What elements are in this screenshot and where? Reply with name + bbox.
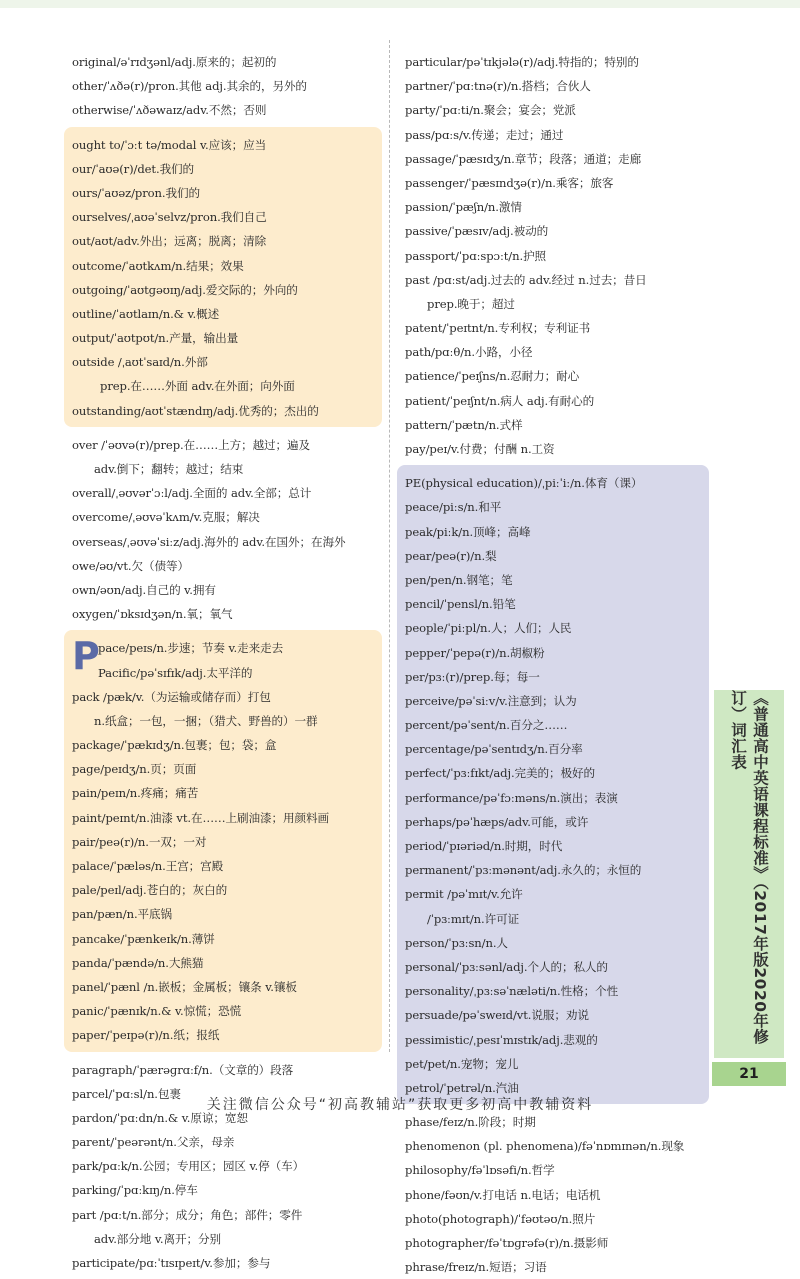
- footer-note: 关注微信公众号“初高教辅站”获取更多初高中教辅资料: [206, 1097, 594, 1113]
- sidebar-title: 《普通高中英语课程标准》（2017年版2020年修订）词汇表: [729, 690, 769, 1045]
- vocab-entry: pepper/ˈpepə(r)/n.胡椒粉: [405, 645, 545, 660]
- vocab-entry: participate/pɑːˈtɪsɪpeɪt/v.参加；参与: [72, 1256, 271, 1270]
- vocab-entry: phone/fəʊn/v.打电话 n.电话；电话机: [405, 1187, 601, 1202]
- vocab-entry: permit /pəˈmɪt/v.允许: [405, 887, 523, 902]
- vocab-entry: patient/ˈpeɪʃnt/n.病人 adj.有耐心的: [405, 393, 595, 408]
- vocab-entry: outstanding/aʊtˈstændɪŋ/adj.优秀的；杰出的: [72, 403, 319, 418]
- left-column: [72, 50, 378, 1275]
- page-number: 21: [712, 1062, 786, 1086]
- vocab-entry: our/ˈaʊə(r)/det.我们的: [72, 161, 195, 176]
- lavender-group-pe: [397, 465, 709, 1104]
- vocab-entry: pace/peɪs/n.步速；节奏 v.走来走去: [98, 641, 284, 656]
- top-band: [0, 0, 800, 8]
- big-letter-p: P: [72, 634, 100, 679]
- vocab-entry: output/ˈaʊtpʊt/n.产量，输出量: [72, 331, 239, 346]
- vocab-entry: adv.部分地 v.离开；分别: [94, 1231, 221, 1246]
- vocab-entry: outside /ˌaʊtˈsaɪd/n.外部: [72, 355, 208, 370]
- vocab-entry: photographer/fəˈtɒɡrəfə(r)/n.摄影师: [405, 1236, 609, 1250]
- vocab-entry: ourselves/ˌaʊəˈselvz/pron.我们自己: [72, 210, 267, 225]
- vocab-entry: outline/ˈaʊtlaɪn/n.& v.概述: [72, 306, 220, 321]
- vocab-entry: part /pɑːt/n.部分；成分；角色；部件；零件: [72, 1207, 303, 1222]
- vocab-entry: ours/ˈaʊəz/pron.我们的: [72, 185, 200, 200]
- vocab-entry: original/əˈrɪdʒənl/adj.原来的；起初的: [72, 55, 277, 69]
- orange-group-ou: [64, 127, 382, 427]
- vocab-entry: pain/peɪn/n.疼痛；痛苦: [72, 786, 199, 801]
- right-pre-entries: [405, 50, 705, 461]
- orange-group-pa-entries: [72, 636, 374, 1047]
- vocab-entry: passion/ˈpæʃn/n.激情: [405, 200, 522, 215]
- vocab-entry: partner/ˈpɑːtnə(r)/n.搭档；合伙人: [405, 79, 591, 94]
- left-pre-entries: [72, 50, 378, 123]
- vocab-entry: otherwise/ˈʌðəwaɪz/adv.不然；否则: [72, 103, 267, 118]
- vocab-entry: passenger/ˈpæsɪndʒə(r)/n.乘客；旅客: [405, 175, 614, 190]
- vocab-entry: overcome/ˌəʊvəˈkʌm/v.克服；解决: [72, 510, 260, 525]
- vocab-entry: owe/əʊ/vt.欠（债等）: [72, 558, 189, 573]
- vocab-entry: other/ˈʌðə(r)/pron.其他 adj.其余的，另外的: [72, 79, 307, 94]
- vocab-entry: pear/peə(r)/n.梨: [405, 548, 497, 563]
- vocab-entry: philosophy/fəˈlɒsəfi/n.哲学: [405, 1163, 555, 1178]
- vocab-entry: phase/feɪz/n.阶段；时期: [405, 1115, 536, 1130]
- vocab-entry: performance/pəˈfɔːməns/n.演出；表演: [405, 790, 618, 805]
- vocab-entry: passport/ˈpɑːspɔːt/n.护照: [405, 248, 547, 263]
- vocab-entry: overseas/ˌəʊvəˈsiːz/adj.海外的 adv.在国外；在海外: [72, 534, 346, 549]
- vocab-entry: peace/piːs/n.和平: [405, 500, 502, 515]
- vocab-entry: passage/ˈpæsɪdʒ/n.章节；段落；通道；走廊: [405, 151, 642, 166]
- vocab-entry: period/ˈpɪəriəd/n.时期，时代: [405, 839, 563, 853]
- vocab-entry: pencil/ˈpensl/n.铅笔: [405, 597, 516, 612]
- vocab-entry: parent/ˈpeərənt/n.父亲，母亲: [72, 1135, 235, 1150]
- vocab-entry: pardon/ˈpɑːdn/n.& v.原谅；宽恕: [72, 1110, 248, 1125]
- vocab-entry: particular/pəˈtɪkjələ(r)/adj.特指的；特别的: [405, 55, 639, 69]
- vocab-entry: PE(physical education)/ˌpiːˈiː/n.体育（课）: [405, 476, 643, 491]
- vocab-entry: perhaps/pəˈhæps/adv.可能，或许: [405, 814, 589, 829]
- vocab-entry: pattern/ˈpætn/n.式样: [405, 417, 523, 432]
- vocab-entry: phrase/freɪz/n.短语；习语: [405, 1260, 547, 1275]
- vocab-entry: palace/ˈpæləs/n.王宫；宫殿: [72, 859, 224, 873]
- vocab-entry: panel/ˈpænl /n.嵌板；金属板；镶条 v.镶板: [72, 979, 297, 994]
- vocab-entry: patience/ˈpeɪʃns/n.忍耐力；耐心: [405, 369, 580, 384]
- vocab-entry: parcel/ˈpɑːsl/n.包裹: [72, 1086, 181, 1101]
- orange-group-pa: [64, 630, 382, 1051]
- vocab-entry: park/pɑːk/n.公园；专用区；园区 v.停（车）: [72, 1159, 305, 1174]
- vocab-entry: personal/ˈpɜːsənl/adj.个人的；私人的: [405, 959, 608, 974]
- right-post-entries: [405, 1110, 705, 1279]
- vocab-entry: path/pɑːθ/n.小路，小径: [405, 345, 533, 360]
- vocab-entry: people/ˈpiːpl/n.人；人们；人民: [405, 621, 572, 636]
- vocab-entry: prep.晚于；超过: [427, 296, 515, 311]
- vocab-entry: prep.在……外面 adv.在外面；向外面: [100, 379, 295, 394]
- vocab-entry: outgoing/ˈaʊtɡəʊɪŋ/adj.爱交际的；外向的: [72, 282, 298, 297]
- vocab-entry: pancake/ˈpænkeɪk/n.薄饼: [72, 931, 215, 946]
- vocab-entry: percent/pəˈsent/n.百分之……: [405, 718, 568, 733]
- vocab-entry: pale/peɪl/adj.苍白的；灰白的: [72, 883, 228, 898]
- vocab-entry: pass/pɑːs/v.传递；走过；通过: [405, 127, 564, 142]
- left-mid-entries: [72, 433, 378, 627]
- vocab-entry: panda/ˈpændə/n.大熊猫: [72, 955, 204, 970]
- vocab-entry: per/pɜː(r)/prep.每；每一: [405, 669, 540, 684]
- vocab-entry: paper/ˈpeɪpə(r)/n.纸；报纸: [72, 1028, 220, 1043]
- vocab-entry: pen/pen/n.钢笔；笔: [405, 572, 513, 587]
- vocab-entry: /ˈpɜːmɪt/n.许可证: [427, 911, 520, 926]
- vocab-entry: permanent/ˈpɜːmənənt/adj.永久的；永恒的: [405, 863, 642, 878]
- vocab-entry: paint/peɪnt/n.油漆 vt.在……上刷油漆；用颜料画: [72, 810, 329, 825]
- vocab-entry: pet/pet/n.宠物；宠儿: [405, 1056, 519, 1071]
- vocab-entry: photo(photograph)/ˈfəʊtəʊ/n.照片: [405, 1211, 596, 1226]
- vocab-entry: percentage/pəˈsentɪdʒ/n.百分率: [405, 742, 583, 757]
- vocab-entry: ought to/ˈɔːt tə/modal v.应该；应当: [72, 137, 267, 152]
- vocab-entry: adv.倒下；翻转；越过；结束: [94, 462, 244, 476]
- vocab-entry: petrol/ˈpetrəl/n.汽油: [405, 1080, 519, 1095]
- vocab-entry: paragraph/ˈpærəɡrɑːf/n.（文章的）段落: [72, 1062, 294, 1077]
- vocab-entry: passive/ˈpæsɪv/adj.被动的: [405, 224, 549, 239]
- vocab-entry: party/ˈpɑːti/n.聚会；宴会；党派: [405, 103, 576, 118]
- left-post-entries: [72, 1058, 378, 1276]
- vocab-entry: parking/ˈpɑːkɪŋ/n.停车: [72, 1183, 198, 1198]
- vocab-entry: out/aʊt/adv.外出；远离；脱离；清除: [72, 234, 267, 249]
- column-divider: [389, 40, 390, 1052]
- vocab-entry: persuade/pəˈsweɪd/vt.说服；劝说: [405, 1008, 589, 1023]
- vocab-entry: package/ˈpækɪdʒ/n.包裹；包；袋；盒: [72, 738, 277, 753]
- vocab-entry: oxygen/ˈɒksɪdʒən/n.氧；氧气: [72, 607, 233, 622]
- vocab-entry: phenomenon (pl. phenomena)/fəˈnɒmɪnən/n.现象: [405, 1139, 685, 1154]
- vocab-entry: Pacific/pəˈsɪfɪk/adj.太平洋的: [98, 665, 253, 680]
- vocab-entry: over /ˈəʊvə(r)/prep.在……上方；越过；遍及: [72, 437, 311, 452]
- vocab-entry: pessimistic/ˌpesɪˈmɪstɪk/adj.悲观的: [405, 1032, 598, 1047]
- vocab-entry: past /pɑːst/adj.过去的 adv.经过 n.过去；昔日: [405, 272, 647, 287]
- vocab-entry: pack /pæk/v.（为运输或储存而）打包: [72, 689, 271, 704]
- vocab-entry: own/əʊn/adj.自己的 v.拥有: [72, 582, 216, 597]
- vocab-entry: patent/ˈpeɪtnt/n.专利权；专利证书: [405, 321, 591, 336]
- vocab-entry: pair/peə(r)/n.一双；一对: [72, 834, 207, 849]
- vocab-entry: perfect/ˈpɜːfɪkt/adj.完美的；极好的: [405, 766, 596, 781]
- vocab-entry: personality/ˌpɜːsəˈnæləti/n.性格；个性: [405, 984, 619, 999]
- vocab-entry: outcome/ˈaʊtkʌm/n.结果；效果: [72, 258, 244, 273]
- vocab-entry: perceive/pəˈsiːv/v.注意到；认为: [405, 693, 577, 708]
- vocab-entry: page/peɪdʒ/n.页；页面: [72, 762, 197, 777]
- vocab-entry: pan/pæn/n.平底锅: [72, 907, 173, 922]
- vocab-entry: panic/ˈpænɪk/n.& v.惊慌；恐慌: [72, 1004, 242, 1019]
- vocab-entry: peak/piːk/n.顶峰；高峰: [405, 524, 531, 539]
- vocab-entry: overall/ˌəʊvərˈɔːl/adj.全面的 adv.全部；总计: [72, 486, 312, 501]
- vocab-entry: n.纸盒；一包，一捆；（猎犬、野兽的）一群: [94, 713, 318, 728]
- vocab-entry: person/ˈpɜːsn/n.人: [405, 935, 508, 950]
- vocab-entry: pay/peɪ/v.付费；付酬 n.工资: [405, 442, 555, 456]
